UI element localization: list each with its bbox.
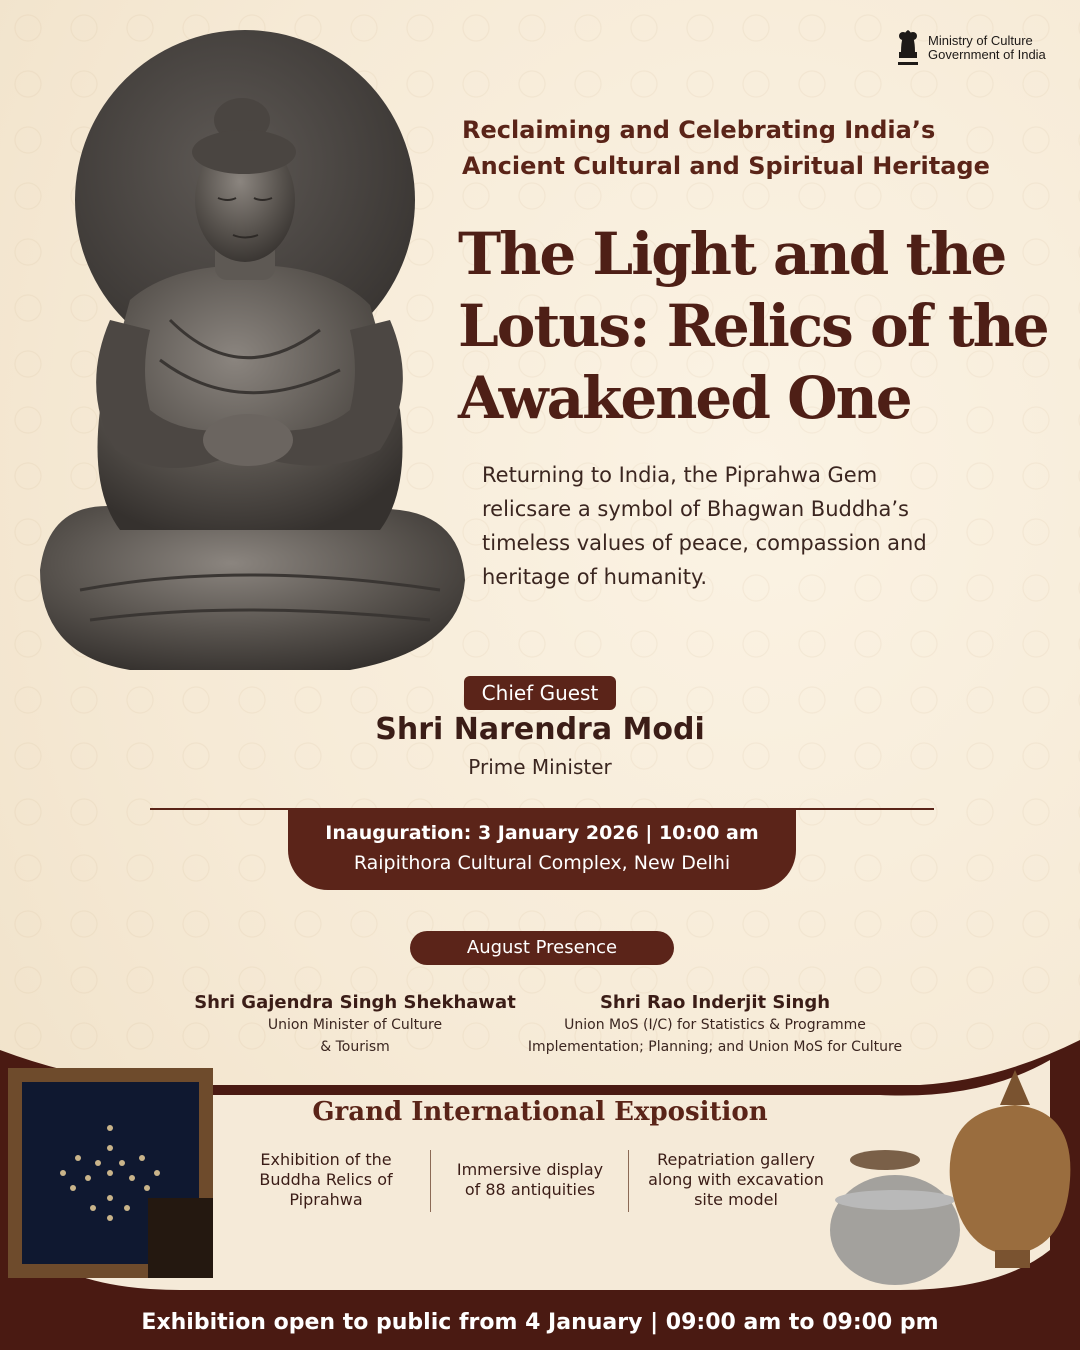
feature-repatriation <box>636 1150 836 1210</box>
feature-relics <box>236 1150 416 1210</box>
inauguration-venue: Raipithora Cultural Complex, New Delhi <box>353 852 731 874</box>
description-line1: Returning to India, the Piprahwa Gem <box>482 463 878 487</box>
feature-line: Immersive display <box>456 1160 604 1179</box>
dignitary-role-line2: & Tourism <box>320 1039 390 1055</box>
exposition-title: Grand International Exposition <box>312 1097 768 1127</box>
title-line2: Lotus: Relics of the <box>458 292 1048 360</box>
feature-line: Repatriation gallery <box>657 1150 815 1169</box>
dignitary-name: Shri Rao Inderjit Singh <box>599 992 831 1013</box>
tagline <box>462 112 1022 184</box>
feature-separator <box>628 1150 629 1212</box>
feature-line: Buddha Relics of <box>259 1170 393 1189</box>
feature-line: Exhibition of the <box>260 1150 392 1169</box>
description-line3: timeless values of peace, compassion and <box>482 531 927 555</box>
event-description <box>482 458 982 594</box>
chief-guest-name: Shri Narendra Modi <box>375 712 705 747</box>
title-line1: The Light and the <box>458 220 1006 288</box>
feature-line: along with excavation <box>648 1170 824 1189</box>
tagline-line1: Reclaiming and Celebrating India’s <box>462 116 936 144</box>
feature-antiquities <box>440 1160 620 1200</box>
dignitary-name: Shri Gajendra Singh Shekhawat <box>194 992 516 1013</box>
relic-vessels-image <box>820 1060 1080 1300</box>
ministry-line1: Ministry of Culture <box>928 33 1033 48</box>
dignitary-role-line2: Implementation; Planning; and Union MoS for Culture <box>527 1039 903 1055</box>
chief-guest-label: Chief Guest <box>464 676 616 710</box>
inauguration-date: Inauguration: 3 January 2026 | 10:00 am <box>325 822 759 844</box>
inauguration-banner <box>288 808 796 890</box>
ministry-line2: Government of India <box>928 47 1046 62</box>
feature-line: site model <box>694 1190 778 1209</box>
event-title <box>458 218 1058 434</box>
national-emblem-icon <box>893 24 923 68</box>
feature-line: of 88 antiquities <box>464 1180 596 1199</box>
august-presence-label: August Presence <box>410 931 674 965</box>
tagline-line2: Ancient Cultural and Spiritual Heritage <box>462 152 990 180</box>
description-line2: relicsare a symbol of Bhagwan Buddha’s <box>482 497 909 521</box>
title-line3: Awakened One <box>458 364 911 432</box>
dignitary-role-line1: Union Minister of Culture <box>267 1017 443 1033</box>
dignitary-role-line1: Union MoS (I/C) for Statistics & Programme <box>564 1017 866 1033</box>
public-exhibition-hours: Exhibition open to public from 4 January | 09:00 am to 09:00 pm <box>141 1310 939 1335</box>
buddha-statue-image <box>20 90 480 680</box>
ministry-label <box>928 34 1046 62</box>
chief-guest-role: Prime Minister <box>468 755 612 779</box>
feature-line: Piprahwa <box>289 1190 363 1209</box>
description-line4: heritage of humanity. <box>482 565 708 589</box>
feature-separator <box>430 1150 431 1212</box>
